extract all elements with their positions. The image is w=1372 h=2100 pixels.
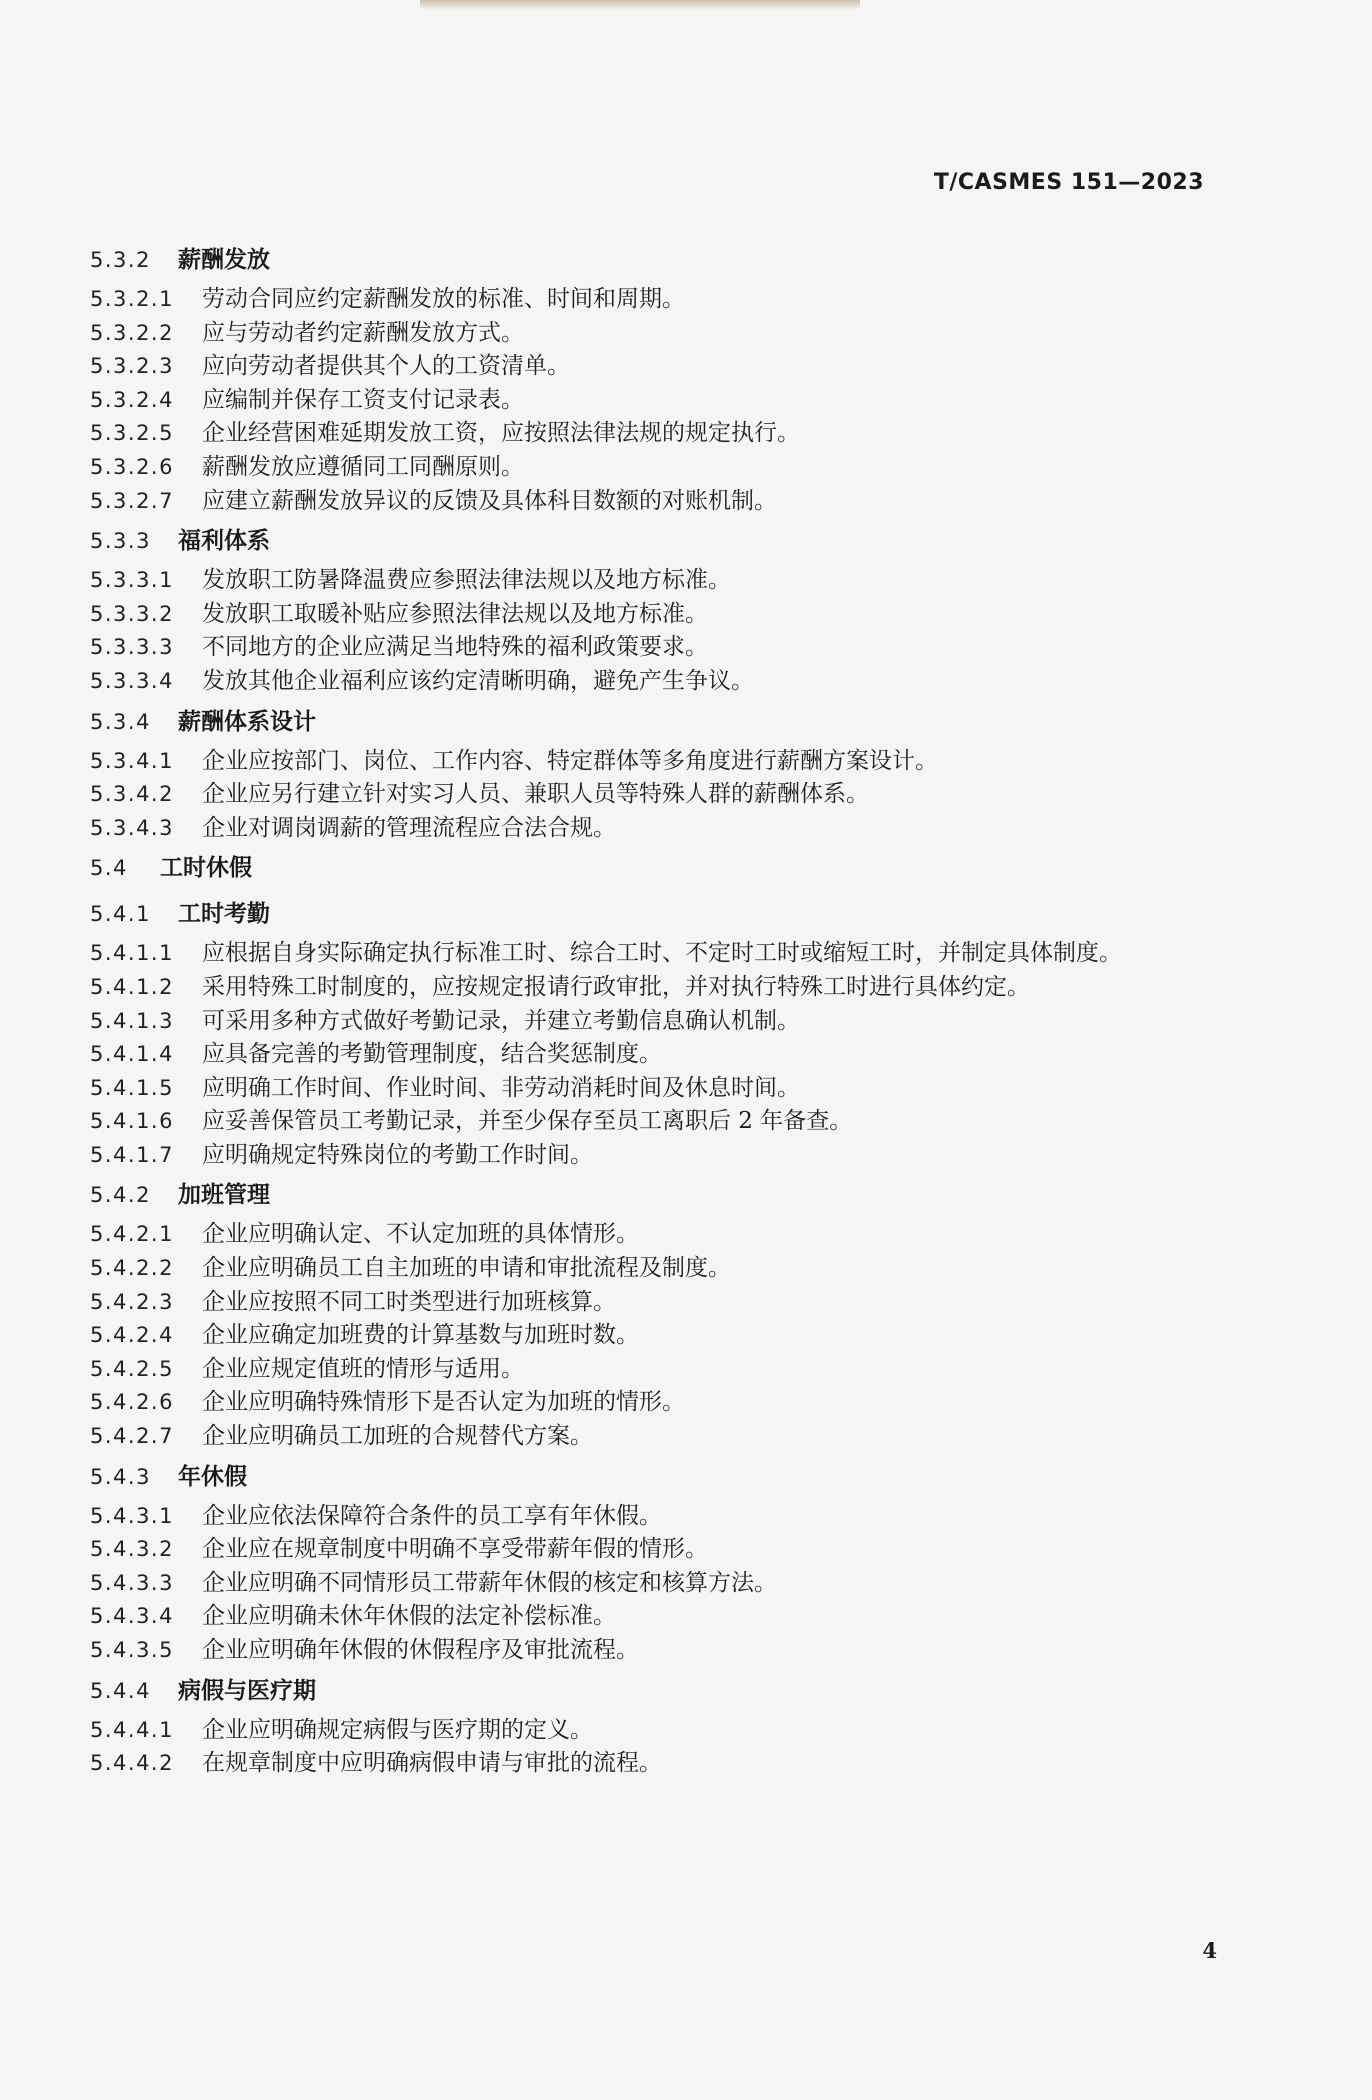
clause-number: 5.4.1.6	[90, 1109, 174, 1134]
clause-item	[90, 317, 1230, 351]
clause-text: 企业应确定加班费的计算基数与加班时数。	[202, 1322, 639, 1349]
section-title: 加班管理	[178, 1182, 270, 1209]
clause-number: 5.4.1.5	[90, 1075, 174, 1100]
page-number: 4	[1202, 1938, 1217, 1963]
clause-text: 企业应另行建立针对实习人员、兼职人员等特殊人群的薪酬体系。	[202, 781, 869, 808]
clause-text: 发放职工取暖补贴应参照法律法规以及地方标准。	[202, 600, 708, 627]
clause-item	[90, 1072, 1230, 1106]
clause-item	[90, 812, 1230, 846]
section-heading	[90, 1454, 1230, 1500]
clause-item	[90, 1600, 1230, 1634]
clause-item	[90, 384, 1230, 418]
clause-item	[90, 1038, 1230, 1072]
clause-text: 应根据自身实际确定执行标准工时、综合工时、不定时工时或缩短工时，并制定具体制度。	[202, 940, 1122, 967]
clause-number: 5.4.1.4	[90, 1042, 174, 1067]
clause-item	[90, 1353, 1230, 1387]
clause-text: 可采用多种方式做好考勤记录，并建立考勤信息确认机制。	[202, 1007, 800, 1034]
clause-text: 应编制并保存工资支付记录表。	[202, 386, 524, 413]
clause-number: 5.4.3.2	[90, 1537, 174, 1562]
clause-item	[90, 1319, 1230, 1353]
clause-text: 企业应明确未休年休假的法定补偿标准。	[202, 1603, 616, 1630]
clause-item	[90, 1567, 1230, 1601]
clause-item	[90, 1105, 1230, 1139]
clause-number: 5.3.2.1	[90, 287, 174, 311]
clause-text: 应建立薪酬发放异议的反馈及具体科目数额的对账机制。	[202, 487, 777, 514]
section-number: 5.4	[90, 856, 128, 881]
clause-item	[90, 1286, 1230, 1320]
clause-text: 企业应明确特殊情形下是否认定为加班的情形。	[202, 1389, 685, 1416]
clause-number: 5.3.3.1	[90, 568, 174, 593]
clause-item	[90, 485, 1230, 519]
clause-number: 5.4.2.2	[90, 1256, 174, 1281]
document-code: T/CASMES 151—2023	[933, 170, 1204, 195]
clause-text: 企业应按照不同工时类型进行加班核算。	[202, 1288, 616, 1315]
clause-number: 5.4.2.6	[90, 1390, 174, 1415]
section-heading	[90, 845, 1230, 891]
clause-number: 5.4.2.4	[90, 1323, 174, 1348]
clause-item	[90, 631, 1230, 665]
clause-number: 5.3.3.2	[90, 601, 174, 626]
clause-text: 企业应按部门、岗位、工作内容、特定群体等多角度进行薪酬方案设计。	[202, 747, 938, 774]
clause-text: 企业应明确员工加班的合规替代方案。	[202, 1423, 593, 1450]
clause-text: 企业对调岗调薪的管理流程应合法合规。	[202, 814, 616, 841]
clause-number: 5.3.2.3	[90, 354, 174, 379]
clause-item	[90, 1533, 1230, 1567]
clause-text: 企业应明确不同情形员工带薪年休假的核定和核算方法。	[202, 1569, 777, 1596]
clause-item	[90, 1747, 1230, 1781]
clause-number: 5.4.3.3	[90, 1570, 174, 1595]
clause-item	[90, 350, 1230, 384]
clause-item	[90, 1386, 1230, 1420]
clause-text: 在规章制度中应明确病假申请与审批的流程。	[202, 1750, 662, 1777]
section-title: 病假与医疗期	[178, 1677, 316, 1704]
section-title: 薪酬发放	[178, 247, 270, 273]
clause-item	[90, 937, 1230, 971]
section-number: 5.3.2	[90, 248, 151, 272]
clause-text: 企业应明确员工自主加班的申请和审批流程及制度。	[202, 1255, 731, 1282]
clause-text: 企业应明确规定病假与医疗期的定义。	[202, 1716, 593, 1743]
clause-number: 5.3.2.6	[90, 454, 174, 479]
clause-item	[90, 1714, 1230, 1748]
clause-number: 5.3.4.3	[90, 815, 174, 840]
clause-item	[90, 1252, 1230, 1286]
clause-number: 5.4.2.1	[90, 1222, 174, 1247]
clause-number: 5.3.4.1	[90, 748, 174, 773]
clause-item	[90, 283, 1230, 317]
clause-number: 5.4.1.2	[90, 974, 174, 999]
section-title: 工时考勤	[178, 901, 270, 928]
clause-number: 5.3.3.3	[90, 635, 174, 660]
section-number: 5.3.3	[90, 529, 151, 554]
clause-item	[90, 451, 1230, 485]
section-heading	[90, 237, 1230, 283]
section-number: 5.3.4	[90, 709, 151, 734]
clause-text: 应与劳动者约定薪酬发放方式。	[202, 319, 524, 346]
clause-item	[90, 778, 1230, 812]
clause-text: 应妥善保管员工考勤记录，并至少保存至员工离职后 2 年备查。	[202, 1108, 853, 1135]
clause-text: 企业应明确年休假的休假程序及审批流程。	[202, 1637, 639, 1663]
clause-text: 应明确规定特殊岗位的考勤工作时间。	[202, 1141, 593, 1168]
clause-text: 发放其他企业福利应该约定清晰明确，避免产生争议。	[202, 667, 754, 694]
section-heading	[90, 699, 1230, 745]
clause-number: 5.4.4.1	[90, 1717, 174, 1742]
clause-text: 应明确工作时间、作业时间、非劳动消耗时间及休息时间。	[202, 1074, 800, 1101]
clause-item	[90, 417, 1230, 451]
section-title: 薪酬体系设计	[178, 708, 316, 735]
clause-number: 5.4.3.5	[90, 1638, 174, 1662]
clause-item	[90, 1500, 1230, 1534]
clause-item	[90, 1420, 1230, 1454]
section-number: 5.4.2	[90, 1183, 151, 1208]
clause-text: 发放职工防暑降温费应参照法律法规以及地方标准。	[202, 567, 731, 594]
clause-item	[90, 665, 1230, 699]
clause-item	[90, 598, 1230, 632]
section-heading	[90, 518, 1230, 564]
clause-text: 企业应规定值班的情形与适用。	[202, 1355, 524, 1382]
clause-number: 5.3.4.2	[90, 782, 174, 807]
clause-text: 企业应明确认定、不认定加班的具体情形。	[202, 1221, 639, 1248]
clause-item	[90, 1634, 1230, 1668]
clause-number: 5.4.3.1	[90, 1503, 174, 1528]
section-title: 工时休假	[160, 855, 252, 882]
clause-text: 企业经营困难延期发放工资，应按照法律法规的规定执行。	[202, 420, 800, 447]
clause-number: 5.4.4.2	[90, 1751, 174, 1776]
clause-number: 5.4.1.7	[90, 1142, 174, 1167]
clause-number: 5.3.2.4	[90, 387, 174, 412]
clause-text: 薪酬发放应遵循同工同酬原则。	[202, 453, 524, 480]
clause-item	[90, 971, 1230, 1005]
scan-edge-stain	[420, 0, 860, 10]
clause-item	[90, 745, 1230, 779]
clause-text: 劳动合同应约定薪酬发放的标准、时间和周期。	[202, 286, 685, 312]
clause-item	[90, 1218, 1230, 1252]
clause-number: 5.3.2.5	[90, 421, 174, 446]
clause-number: 5.4.1.3	[90, 1008, 174, 1033]
clause-item	[90, 1139, 1230, 1173]
clause-number: 5.4.2.5	[90, 1356, 174, 1381]
clause-number: 5.4.1.1	[90, 941, 174, 966]
document-body	[90, 237, 1230, 1781]
clause-number: 5.3.3.4	[90, 668, 174, 693]
clause-number: 5.3.2.7	[90, 488, 174, 513]
section-title: 年休假	[178, 1463, 247, 1490]
clause-text: 应向劳动者提供其个人的工资清单。	[202, 353, 570, 380]
clause-item	[90, 1005, 1230, 1039]
clause-text: 采用特殊工时制度的，应按规定报请行政审批，并对执行特殊工时进行具体约定。	[202, 973, 1030, 1000]
section-heading	[90, 1172, 1230, 1218]
section-title: 福利体系	[178, 528, 270, 555]
clause-number: 5.3.2.2	[90, 320, 174, 345]
clause-number: 5.4.2.3	[90, 1289, 174, 1314]
clause-text: 企业应依法保障符合条件的员工享有年休假。	[202, 1502, 662, 1529]
section-heading	[90, 1668, 1230, 1714]
clause-text: 应具备完善的考勤管理制度，结合奖惩制度。	[202, 1041, 662, 1068]
clause-item	[90, 564, 1230, 598]
clause-number: 5.4.2.7	[90, 1424, 174, 1449]
clause-text: 不同地方的企业应满足当地特殊的福利政策要求。	[202, 634, 708, 661]
clause-text: 企业应在规章制度中明确不享受带薪年假的情形。	[202, 1536, 708, 1563]
section-number: 5.4.3	[90, 1464, 151, 1489]
clause-number: 5.4.3.4	[90, 1604, 174, 1629]
section-number: 5.4.1	[90, 902, 151, 927]
section-number: 5.4.4	[90, 1678, 151, 1703]
section-heading	[90, 891, 1230, 937]
